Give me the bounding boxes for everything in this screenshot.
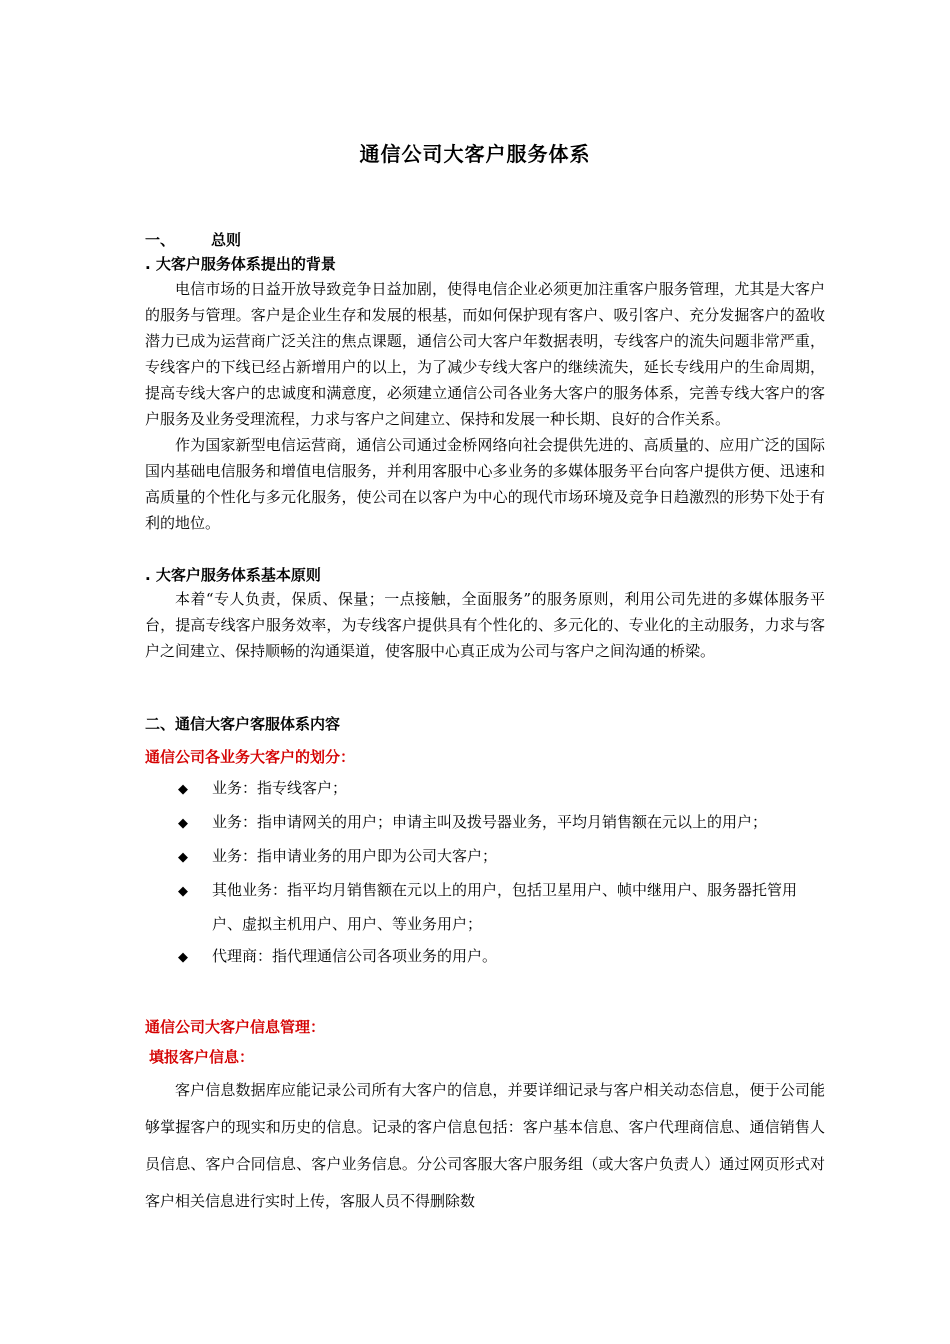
- list-item: ◆ 代理商：指代理通信公司各项业务的用户。: [178, 940, 818, 974]
- diamond-bullet-icon: ◆: [178, 884, 188, 899]
- info-paragraph: 客户信息数据库应能记录公司所有大客户的信息，并要详细记录与客户相关动态信息，便于公司能够掌握客户的现实和历史的信息。记录的客户信息包括：客户基本信息、客户代理商信息、通信销售人员信息、客户合同信息、客户业务信息。分公司客服大客户服务组（或大客户负责人）通过网页形式对客户相关信息进行实时上传，客服人员不得删除数: [145, 1081, 825, 1210]
- section-1-number: 一、: [145, 231, 176, 249]
- info-body: [145, 1072, 825, 1220]
- division-list: [178, 772, 818, 974]
- list-item: ◆ 业务：指申请网关的用户；申请主叫及拨号器业务，平均月销售额在元以上的用户；: [178, 806, 818, 840]
- diamond-bullet-icon: ◆: [178, 782, 188, 797]
- section-2-heading: 二、通信大客户客服体系内容: [145, 715, 341, 733]
- document-title: 通信公司大客户服务体系: [359, 142, 591, 166]
- list-item: ◆ 其他业务：指平均月销售额在元以上的用户，包括卫星用户、帧中继用户、服务器托管用户、虚拟主机用户、用户、等业务用户；: [178, 874, 818, 940]
- principle-body: [145, 586, 825, 664]
- diamond-bullet-icon: ◆: [178, 950, 188, 965]
- subsection-background-heading: . 大客户服务体系提出的背景: [145, 255, 336, 273]
- background-body: [145, 276, 825, 536]
- diamond-bullet-icon: ◆: [178, 850, 188, 865]
- fill-info-heading: 填报客户信息：: [149, 1048, 255, 1066]
- list-item: ◆ 业务：指申请业务的用户即为公司大客户；: [178, 840, 818, 874]
- info-management-heading: 通信公司大客户信息管理：: [145, 1018, 326, 1036]
- section-1-heading: [145, 228, 825, 252]
- list-item: ◆ 业务：指专线客户；: [178, 772, 818, 806]
- division-heading: 通信公司各业务大客户的划分：: [145, 748, 356, 766]
- principle-paragraph: 本着“专人负责，保质、保量；一点接触，全面服务”的服务原则，利用公司先进的多媒体服务平台，提高专线客户服务效率，为专线客户提供具有个性化的、多元化的、专业化的主动服务，力求与客户之间建立、保持顺畅的沟通渠道，使客服中心真正成为公司与客户之间沟通的桥梁。: [145, 590, 825, 660]
- background-paragraph-2: 作为国家新型电信运营商，通信公司通过金桥网络向社会提供先进的、高质量的、应用广泛的国际国内基础电信服务和增值电信服务，并利用客服中心多业务的多媒体服务平台向客户提供方便、迅速和高质量的个性化与多元化服务，使公司在以客户为中心的现代市场环境及竞争日趋激烈的形势下处于有利的地位。: [145, 436, 825, 532]
- diamond-bullet-icon: ◆: [178, 816, 188, 831]
- subsection-principle-heading: . 大客户服务体系基本原则: [145, 566, 321, 584]
- section-1-label: 总则: [211, 231, 242, 249]
- background-paragraph-1: 电信市场的日益开放导致竞争日益加剧，使得电信企业必须更加注重客户服务管理，尤其是大客户的服务与管理。客户是企业生存和发展的根基，而如何保护现有客户、吸引客户、充分发掘客户的盈收潜力已成为运营商广泛关注的焦点课题，通信公司大客户年数据表明，专线客户的流失问题非常严重，专线客户的下线已经占新增用户的以上，为了减少专线大客户的继续流失，延长专线用户的生命周期，提高专线大客户的忠诚度和满意度，必须建立通信公司各业务大客户的服务体系，完善专线大客户的客户服务及业务受理流程，力求与客户之间建立、保持和发展一种长期、良好的合作关系。: [145, 280, 825, 428]
